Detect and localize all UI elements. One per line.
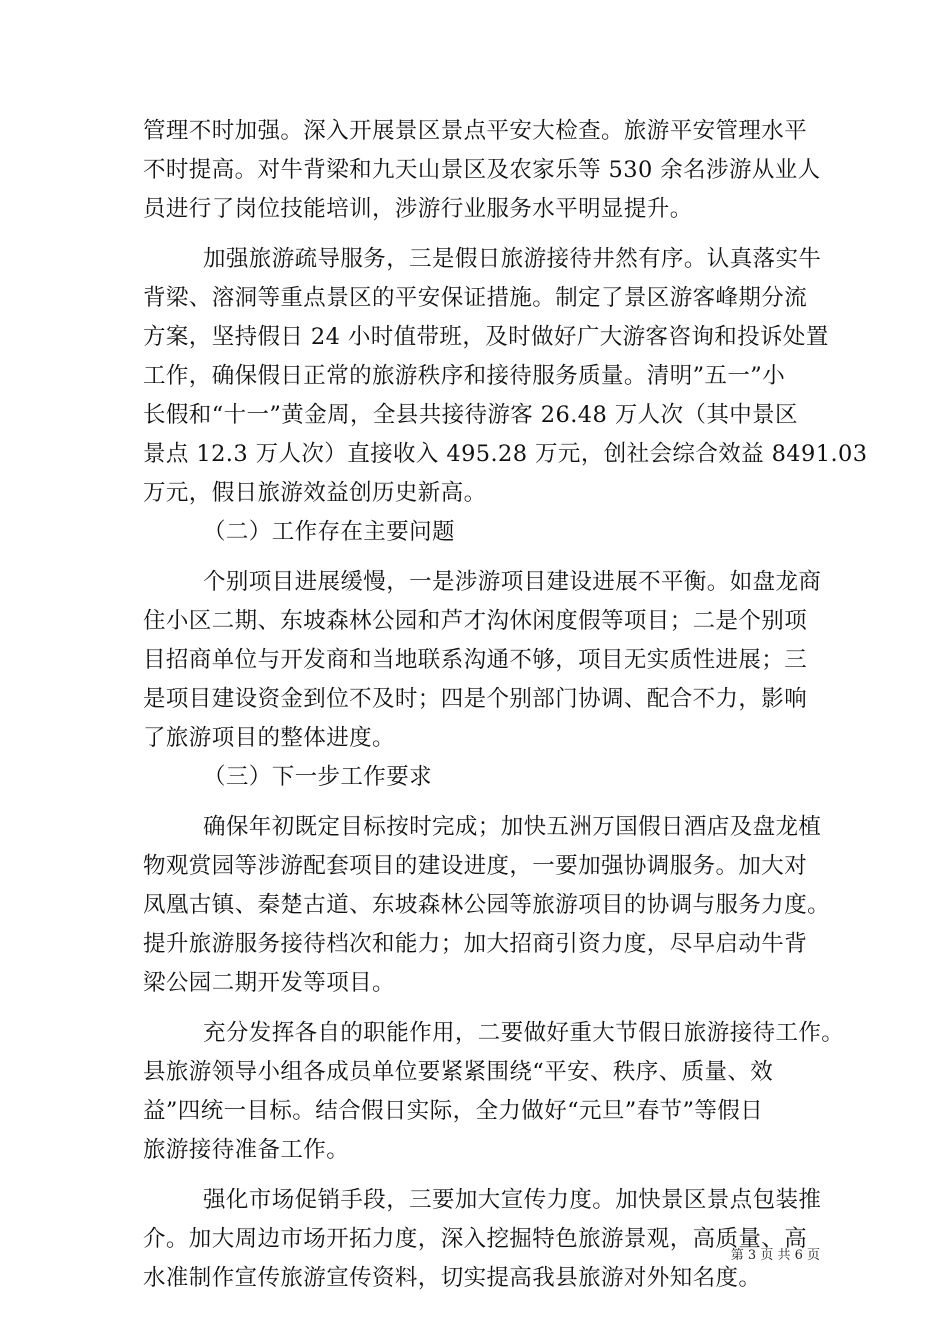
paragraph [143,1181,822,1298]
paragraph-line: 不时提高。对牛背梁和九天山景区及农家乐等 530 余名涉游从业人 [143,157,821,183]
section-heading-text: （二）工作存在主要问题 [203,519,455,545]
paragraph-line: 充分发挥各自的职能作用，二要做好重大节假日旅游接待工作。 [203,1020,845,1046]
paragraph [143,240,868,513]
paragraph-line: 景点 12.3 万人次）直接收入 495.28 万元，创社会综合效益 8491.03 [143,441,868,467]
paragraph-line: 凤凰古镇、秦楚古道、东坡森林公园等旅游项目的协调与服务力度。 [143,892,831,918]
paragraph-line: 旅游接待准备工作。 [143,1137,350,1163]
page-number: 第 3 页 共 6 页 [730,1248,820,1263]
paragraph-line: 个别项目进展缓慢，一是涉游项目建设进展不平衡。如盘龙商 [203,569,822,595]
paragraph-line: 工作，确保假日正常的旅游秩序和接待服务质量。清明”五一”小 [143,363,786,389]
paragraph-line: 住小区二期、东坡森林公园和芦才沟休闲度假等项目；二是个别项 [143,608,808,634]
paragraph [143,112,821,229]
paragraph [143,1014,845,1170]
paragraph-line: 介。加大周边市场开拓力度，深入挖掘特色旅游景观，高质量、高 [143,1226,808,1252]
paragraph-line: 提升旅游服务接待档次和能力；加大招商引资力度，尽早启动牛背 [143,931,808,957]
paragraph [143,563,822,758]
paragraph-line: 万元，假日旅游效益创历史新高。 [143,480,487,506]
paragraph-line: 确保年初既定目标按时完成；加快五洲万国假日酒店及盘龙植 [203,814,822,840]
paragraph-line: 长假和“十一”黄金周，全县共接待游客 26.48 万人次（其中景区 [143,402,798,428]
paragraph-line: 强化市场促销手段，三要加大宣传力度。加快景区景点包装推 [203,1187,822,1213]
document-body [143,112,868,1298]
paragraph-line: 水准制作宣传旅游宣传资料，切实提高我县旅游对外知名度。 [143,1265,762,1291]
paragraph-line: 方案，坚持假日 24 小时值带班，及时做好广大游客咨询和投诉处置 [143,324,829,350]
paragraph-line: 物观赏园等涉游配套项目的建设进度，一要加强协调服务。加大对 [143,853,808,879]
paragraph-line: 加强旅游疏导服务，三是假日旅游接待井然有序。认真落实牛 [203,246,822,272]
paragraph-line: 员进行了岗位技能培训，涉游行业服务水平明显提升。 [143,196,693,222]
paragraph-line: 县旅游领导小组各成员单位要紧紧围绕“平安、秩序、质量、效 [143,1059,774,1085]
paragraph-line: 益”四统一目标。结合假日实际，全力做好“元旦”春节”等假日 [143,1098,764,1124]
section-heading [143,513,813,552]
paragraph-line: 背梁、溶洞等重点景区的平安保证措施。制定了景区游客峰期分流 [143,285,808,311]
paragraph-line: 目招商单位与开发商和当地联系沟通不够，项目无实质性进展；三 [143,647,808,673]
section-heading [143,758,813,797]
section-heading-text: （三）下一步工作要求 [203,764,433,790]
paragraph-line: 梁公园二期开发等项目。 [143,970,395,996]
paragraph [143,808,831,1003]
paragraph-line: 了旅游项目的整体进度。 [143,725,395,751]
paragraph-line: 管理不时加强。深入开展景区景点平安大检查。旅游平安管理水平 [143,118,808,144]
paragraph-line: 是项目建设资金到位不及时；四是个别部门协调、配合不力，影响 [143,686,808,712]
